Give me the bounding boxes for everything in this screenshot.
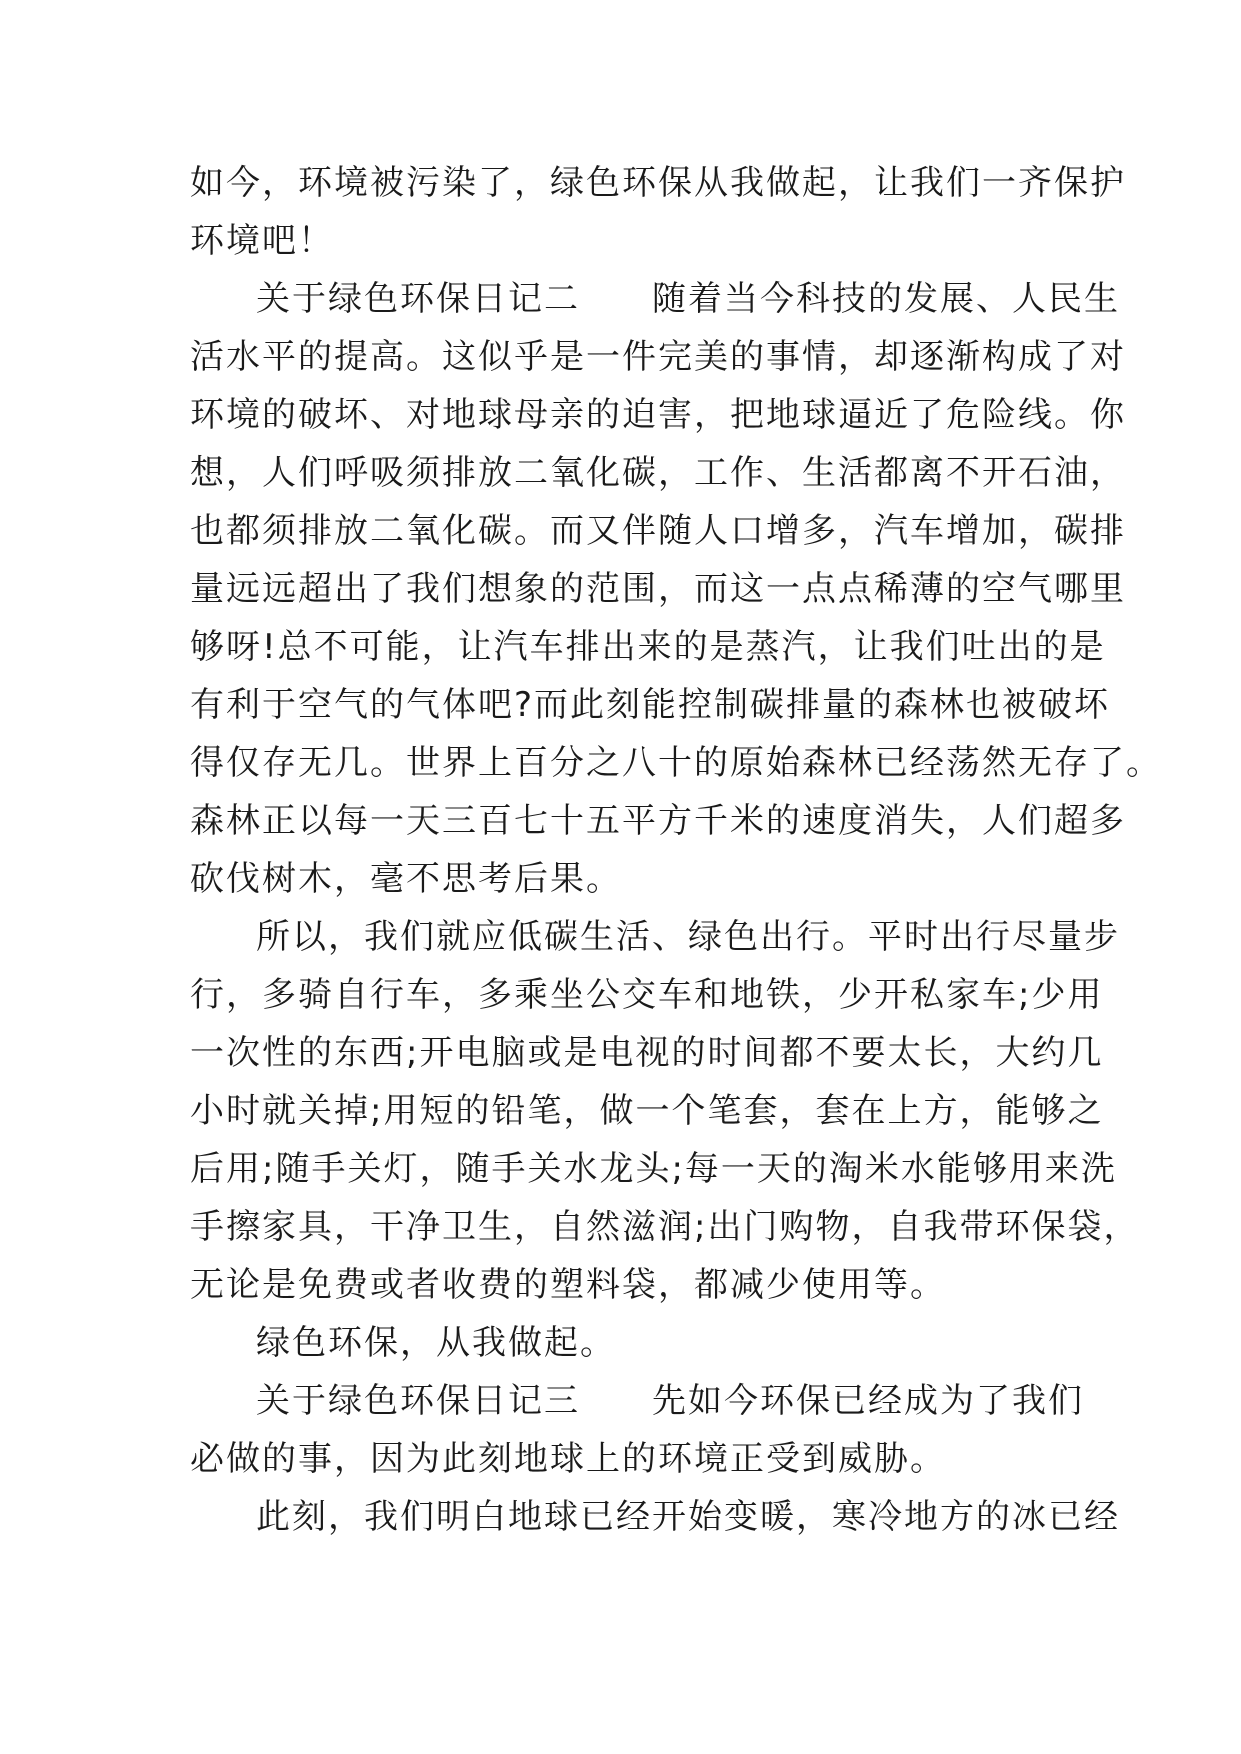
text-line: 无论是免费或者收费的塑料袋，都减少使用等。: [190, 1265, 946, 1305]
text-line: 环境的破坏、对地球母亲的迫害，把地球逼近了危险线。你: [190, 395, 1126, 435]
text-line: 有利于空气的气体吧?而此刻能控制碳排量的森林也被破坏: [190, 685, 1111, 725]
text-line: 所以，我们就应低碳生活、绿色出行。平时出行尽量步: [256, 917, 1120, 957]
text-line: 砍伐树木，毫不思考后果。: [190, 859, 622, 899]
text-line: 活水平的提高。这似乎是一件完美的事情，却逐渐构成了对: [190, 337, 1126, 377]
text-line: 环境吧！: [190, 221, 334, 261]
text-line: 一次性的东西;开电脑或是电视的时间都不要太长，大约几: [190, 1033, 1104, 1073]
text-line: 如今，环境被污染了，绿色环保从我做起，让我们一齐保护: [190, 163, 1126, 203]
text-line: 得仅存无几。世界上百分之八十的原始森林已经荡然无存了。: [190, 743, 1162, 783]
text-line: 后用;随手关灯，随手关水龙头;每一天的淘米水能够用来洗: [190, 1149, 1117, 1189]
text-line: 关于绿色环保日记三 先如今环保已经成为了我们: [256, 1381, 1084, 1421]
text-line: 手擦家具，干净卫生，自然滋润;出门购物，自我带环保袋，: [190, 1207, 1140, 1247]
text-line: 量远远超出了我们想象的范围，而这一点点稀薄的空气哪里: [190, 569, 1126, 609]
text-line: 够呀!总不可能，让汽车排出来的是蒸汽，让我们吐出的是: [190, 627, 1106, 667]
text-line: 关于绿色环保日记二 随着当今科技的发展、人民生: [256, 279, 1120, 319]
text-line: 森林正以每一天三百七十五平方千米的速度消失，人们超多: [190, 801, 1126, 841]
text-line: 此刻，我们明白地球已经开始变暖，寒冷地方的冰已经: [256, 1497, 1120, 1537]
text-line: 小时就关掉;用短的铅笔，做一个笔套，套在上方，能够之: [190, 1091, 1104, 1131]
text-line: 绿色环保，从我做起。: [256, 1323, 616, 1363]
text-line: 也都须排放二氧化碳。而又伴随人口增多，汽车增加，碳排: [190, 511, 1126, 551]
text-line: 想，人们呼吸须排放二氧化碳，工作、生活都离不开石油，: [190, 453, 1126, 493]
text-line: 行，多骑自行车，多乘坐公交车和地铁，少开私家车;少用: [190, 975, 1104, 1015]
text-line: 必做的事，因为此刻地球上的环境正受到威胁。: [190, 1439, 946, 1479]
